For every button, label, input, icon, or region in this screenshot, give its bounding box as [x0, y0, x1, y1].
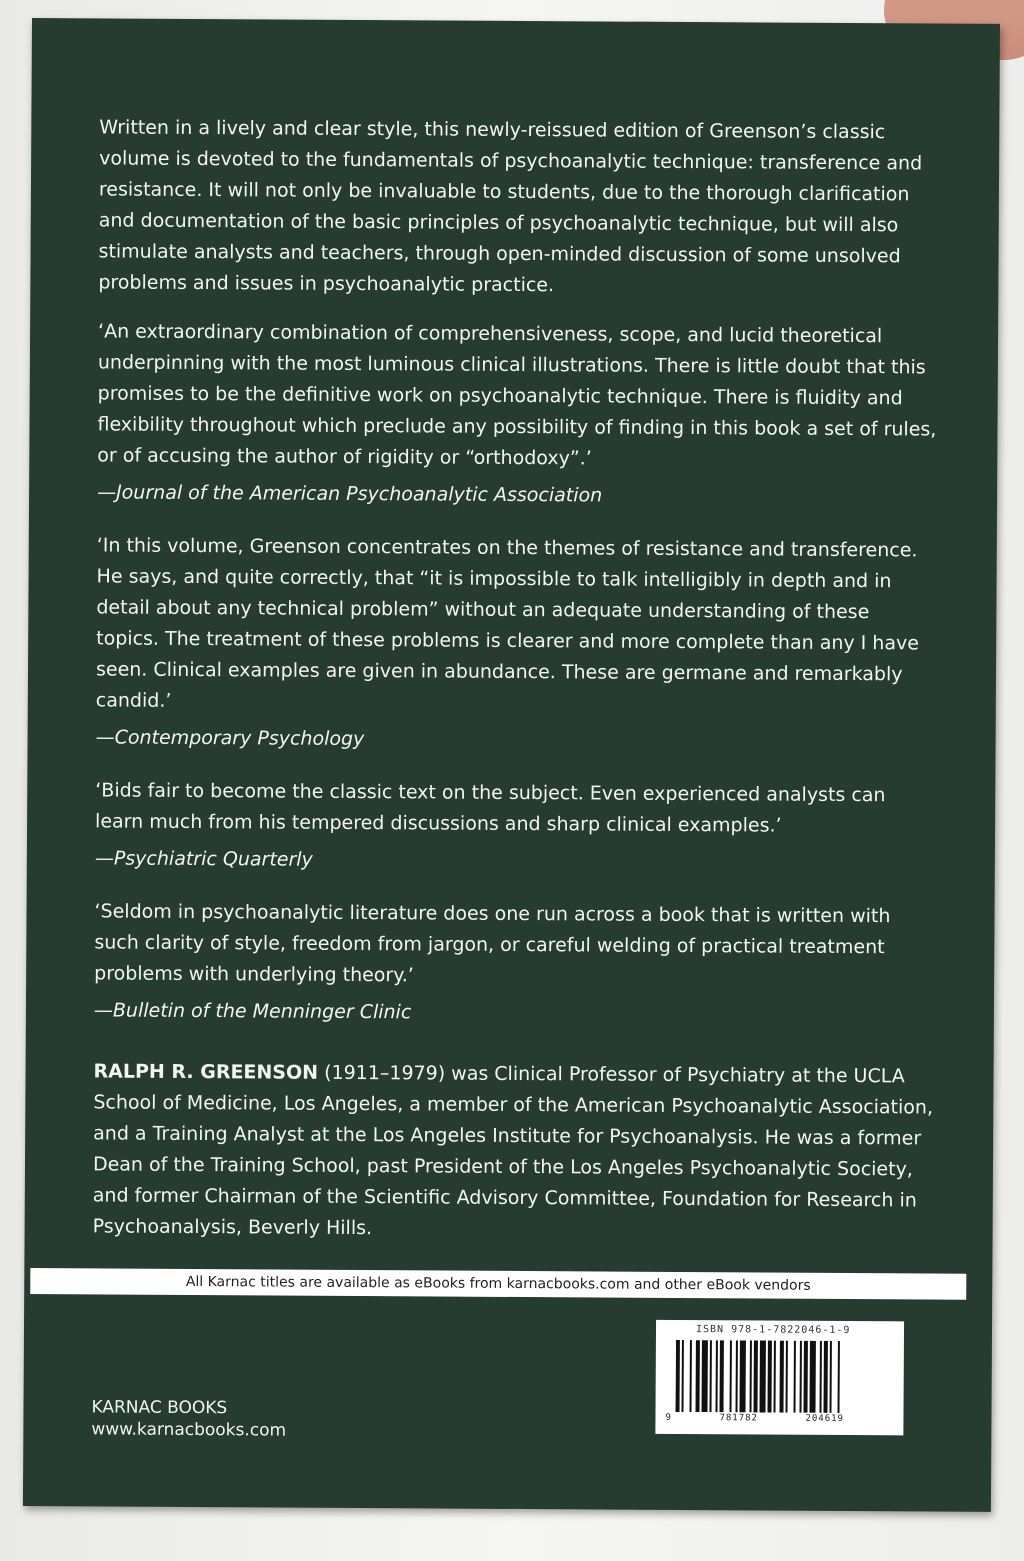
- barcode-bar: [823, 1341, 827, 1413]
- barcode-bar: [739, 1340, 745, 1412]
- review-source: —Contemporary Psychology: [95, 726, 365, 751]
- isbn-label: ISBN 978-1-7822046-1-9: [695, 1324, 851, 1337]
- review-source: —Journal of the American Psychoanalytic Association: [97, 481, 603, 507]
- review-3: [95, 775, 936, 879]
- barcode-bar: [829, 1341, 831, 1413]
- review-source: —Psychiatric Quarterly: [94, 847, 313, 871]
- review-1: [97, 316, 938, 513]
- author-bio-text: (1911–1979) was Clinical Professor of Psychiatry at the UCLA School of Medicine, Los Angeles, a member of the American Psychoanalytic Association, and a Training Analyst at the Los Angeles Institute for Psychoanalysis. He was a former Dean of the Training School, past President of the Los Angeles Psychoanalytic Society, and former Chairman of the Scientific Advisory Committee, Foundation for Research in Psychoanalysis, Beverly Hills.: [92, 1061, 934, 1240]
- barcode-bar: [779, 1341, 783, 1413]
- publisher-block: [91, 1396, 286, 1441]
- review-source: —Bulletin of the Menninger Clinic: [93, 999, 412, 1024]
- barcode-bar: [715, 1340, 717, 1412]
- barcode: [655, 1320, 904, 1436]
- author-name: RALPH R. GREENSON: [93, 1060, 319, 1084]
- barcode-bar: [719, 1340, 723, 1412]
- review-quote: ‘Bids fair to become the classic text on the subject. Even experienced analysts can learn much from his tempered discussions and sharp clinical examples.’: [95, 779, 886, 837]
- cover-text: [93, 112, 940, 1247]
- description: Written in a lively and clear style, this newly-reissued edition of Greenson’s classic volume is devoted to the fundamentals of psychoanalytic technique: transference and resistance. It will not only be invaluable to students, due to the thorough clarification and documentation of the basic principles of psychoanalytic technique, but will also stimulate analysts and teachers, through open-minded discussion of some unsolved problems and issues in psychoanalytic practice.: [98, 116, 923, 297]
- review-quote: ‘Seldom in psychoanalytic literature does one run across a book that is written with such clarity of style, freedom from jargon, or careful welding of practical treatment problems with underlying theory.’: [94, 900, 891, 987]
- barcode-bar: [837, 1341, 839, 1413]
- publisher-name: KARNAC BOOKS: [91, 1397, 228, 1419]
- barcode-bar: [785, 1341, 787, 1413]
- barcode-bar: [675, 1340, 679, 1412]
- review-quote: ‘An extraordinary combination of comprehensiveness, scope, and lucid theoretical underpinning with the most luminous clinical illustrations. There is little doubt that this promises to be the definitive work on psychoanalytic technique. There is fluidity and flexibility throughout which preclude any possibility of finding in this book a set of rules, or of accusing the author of rigidity or “orthodoxy”.’: [97, 320, 937, 470]
- barcode-bar: [759, 1340, 765, 1412]
- barcode-left-digit: 9: [665, 1412, 671, 1423]
- publisher-url: www.karnacbooks.com: [91, 1419, 287, 1441]
- ebook-notice: All Karnac titles are available as eBooks from karnacbooks.com and other eBook vendors: [30, 1268, 966, 1300]
- author-bio: [93, 1056, 934, 1247]
- barcode-bar: [695, 1340, 699, 1412]
- barcode-bars: [675, 1340, 887, 1413]
- barcode-bar: [735, 1340, 737, 1412]
- barcode-bar: [689, 1340, 691, 1412]
- barcode-bar: [819, 1341, 821, 1413]
- barcode-bar: [799, 1341, 801, 1413]
- barcode-bar: [767, 1341, 771, 1413]
- book-back-cover: [23, 18, 1000, 1512]
- barcode-bar: [749, 1340, 751, 1412]
- barcode-bar: [709, 1340, 711, 1412]
- barcode-bar: [773, 1341, 775, 1413]
- barcode-bar: [803, 1341, 807, 1413]
- barcode-group-2: 204619: [805, 1413, 845, 1424]
- barcode-bar: [681, 1340, 683, 1412]
- barcode-bar: [753, 1340, 757, 1412]
- review-2: [96, 530, 937, 758]
- review-quote: ‘In this volume, Greenson concentrates on the themes of resistance and transference. He says, and quite correctly, that “it is impossible to talk intelligibly in depth and in detail about any technical problem” without an adequate understanding of these topics. The treatment of these problems is clearer and more complete than any I have seen. Clinical examples are given in abundance. These are germane and remarkably candid.’: [95, 534, 920, 712]
- barcode-bar: [809, 1341, 815, 1413]
- barcode-group-1: 781782: [719, 1413, 759, 1424]
- barcode-bar: [729, 1340, 731, 1412]
- review-4: [94, 896, 935, 1031]
- barcode-bar: [701, 1340, 707, 1412]
- barcode-bar: [793, 1341, 795, 1413]
